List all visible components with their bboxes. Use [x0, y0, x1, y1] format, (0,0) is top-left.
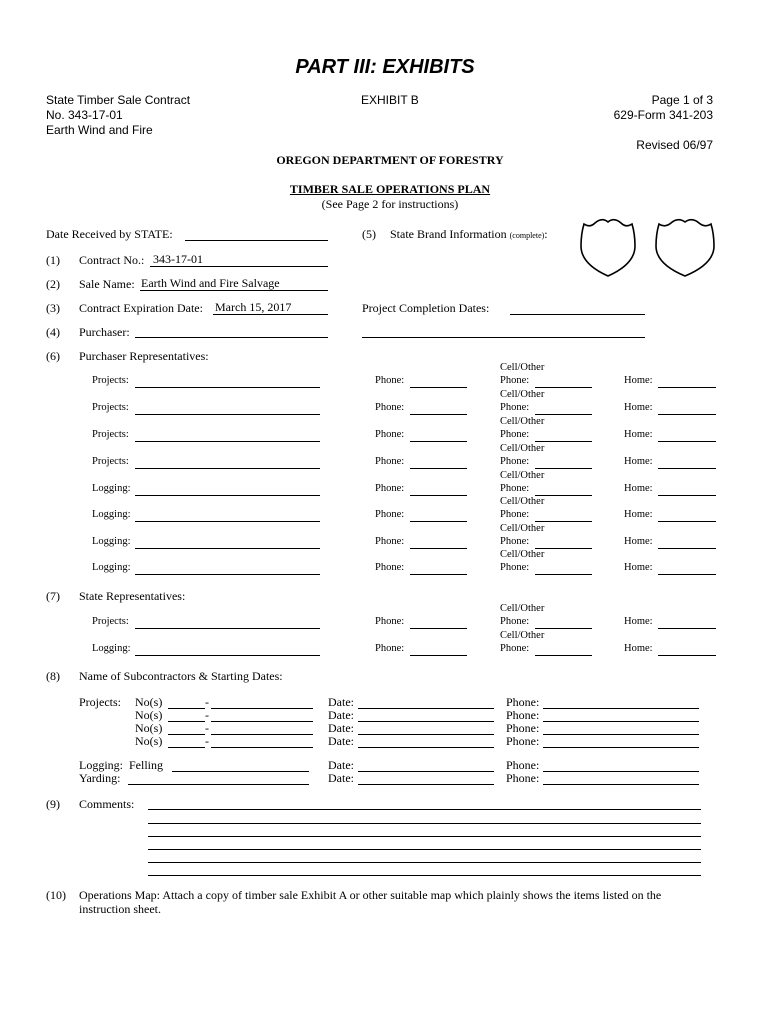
item-number: (3) [46, 301, 60, 315]
expiration-label: Contract Expiration Date: [79, 301, 203, 315]
ops-map-text-line2: instruction sheet. [79, 902, 161, 916]
state-rep-role-label: Projects: [92, 616, 129, 627]
comments-label: Comments: [79, 797, 135, 811]
phone-label: Phone: [506, 734, 540, 748]
purchaser-rep-name-field[interactable] [135, 387, 320, 388]
cell-other-label: Cell/Other [500, 362, 545, 373]
phone-label: Phone: [375, 562, 405, 573]
cell-phone-label: Phone: [500, 643, 530, 654]
purchaser-rep-role-label: Logging: [92, 483, 131, 494]
cell-other-label: Cell/Other [500, 603, 545, 614]
phone-label: Phone: [375, 643, 405, 654]
cell-phone-label: Phone: [500, 509, 530, 520]
contract-label: State Timber Sale Contract [46, 93, 191, 107]
item-number: (6) [46, 349, 60, 363]
nos-dash: - [205, 708, 209, 722]
cell-phone-label: Phone: [500, 483, 530, 494]
purchaser-rep-name-field[interactable] [135, 495, 320, 496]
phone-field[interactable] [543, 708, 699, 709]
comments-line[interactable] [148, 875, 701, 876]
department-name: OREGON DEPARTMENT OF FORESTRY [276, 153, 504, 167]
felling-field[interactable] [172, 771, 309, 772]
purchaser-rep-role-label: Projects: [92, 456, 129, 467]
cell-phone-label: Phone: [500, 456, 530, 467]
phone-label: Phone: [375, 402, 405, 413]
nos-dash: - [205, 695, 209, 709]
subcontractor-projects-label: Projects: [79, 695, 121, 709]
phone-label: Phone: [506, 708, 540, 722]
felling-phone-label: Phone: [506, 758, 540, 772]
phone-field[interactable] [543, 721, 699, 722]
yarding-date-label: Date: [328, 771, 354, 785]
purchaser-field[interactable] [135, 337, 328, 338]
phone-label: Phone: [375, 456, 405, 467]
home-label: Home: [624, 616, 653, 627]
sale-name-label: Sale Name: [79, 277, 135, 291]
phone-field[interactable] [410, 414, 467, 415]
home-label: Home: [624, 509, 653, 520]
contract-no-label: Contract No.: [79, 253, 145, 267]
cell-phone-label: Phone: [500, 562, 530, 573]
nos-label: No(s) [135, 708, 163, 722]
contract-no-value: 343-17-01 [153, 252, 203, 266]
purchaser-rep-name-field[interactable] [135, 548, 320, 549]
nos-label: No(s) [135, 734, 163, 748]
phone-field[interactable] [410, 628, 467, 629]
form-number: 629-Form 341-203 [613, 108, 713, 122]
home-phone-field[interactable] [658, 628, 716, 629]
phone-field[interactable] [410, 387, 467, 388]
purchaser-rep-role-label: Projects: [92, 375, 129, 386]
nos-number-field[interactable] [168, 721, 205, 722]
item-number: (9) [46, 797, 60, 811]
phone-label: Phone: [375, 483, 405, 494]
sale-name-value: Earth Wind and Fire Salvage [141, 276, 280, 290]
nos-number-field[interactable] [168, 734, 205, 735]
nos-dash: - [205, 734, 209, 748]
cell-phone-field[interactable] [535, 414, 592, 415]
cell-phone-field[interactable] [535, 521, 592, 522]
date-received-label: Date Received by STATE: [46, 227, 173, 241]
plan-title: TIMBER SALE OPERATIONS PLAN [289, 182, 491, 196]
nos-label: No(s) [135, 721, 163, 735]
phone-field[interactable] [410, 521, 467, 522]
purchaser-rep-name-field[interactable] [135, 574, 320, 575]
home-label: Home: [624, 562, 653, 573]
cell-phone-label: Phone: [500, 429, 530, 440]
date-received-field[interactable] [185, 240, 328, 241]
home-label: Home: [624, 643, 653, 654]
home-phone-field[interactable] [658, 655, 716, 656]
date-field[interactable] [358, 747, 494, 748]
date-field[interactable] [358, 734, 494, 735]
purchaser-rep-name-field[interactable] [135, 414, 320, 415]
state-reps-label: State Representatives: [79, 589, 186, 603]
contract-number: No. 343-17-01 [46, 108, 123, 122]
nos-label: No(s) [135, 695, 163, 709]
phone-label: Phone: [375, 616, 405, 627]
page-title: PART III: EXHIBITS [295, 56, 475, 78]
completion-label: Project Completion Dates: [362, 301, 490, 315]
sale-name-header: Earth Wind and Fire [46, 123, 153, 137]
cell-other-label: Cell/Other [500, 523, 545, 534]
cell-other-label: Cell/Other [500, 496, 545, 507]
cell-other-label: Cell/Other [500, 389, 545, 400]
phone-label: Phone: [375, 509, 405, 520]
date-field[interactable] [358, 708, 494, 709]
felling-phone-field[interactable] [543, 771, 699, 772]
subcontractor-name-field[interactable] [211, 734, 313, 735]
brand-shield-icon[interactable] [578, 214, 638, 280]
date-label: Date: [328, 695, 354, 709]
phone-label: Phone: [375, 536, 405, 547]
home-label: Home: [624, 536, 653, 547]
expiration-value: March 15, 2017 [215, 300, 292, 314]
nos-number-field[interactable] [168, 708, 205, 709]
cell-other-label: Cell/Other [500, 416, 545, 427]
home-label: Home: [624, 429, 653, 440]
page-number: Page 1 of 3 [651, 93, 713, 107]
comments-line[interactable] [148, 809, 701, 810]
item-number: (2) [46, 277, 60, 291]
home-label: Home: [624, 483, 653, 494]
brand-number: (5) [362, 227, 376, 241]
purchaser-rep-name-field[interactable] [135, 521, 320, 522]
phone-field[interactable] [410, 468, 467, 469]
comments-line[interactable] [148, 836, 701, 837]
phone-label: Phone: [375, 375, 405, 386]
purchaser-rep-name-field[interactable] [135, 468, 320, 469]
phone-label: Phone: [506, 695, 540, 709]
subcontractor-yarding-label: Yarding: [79, 771, 121, 785]
cell-phone-field[interactable] [535, 655, 592, 656]
home-phone-field[interactable] [658, 414, 716, 415]
home-label: Home: [624, 375, 653, 386]
cell-phone-field[interactable] [535, 387, 592, 388]
phone-field[interactable] [410, 655, 467, 656]
home-phone-field[interactable] [658, 468, 716, 469]
purchaser-rep-role-label: Projects: [92, 402, 129, 413]
item-number: (10) [46, 888, 66, 902]
felling-date-field[interactable] [358, 771, 494, 772]
cell-phone-field[interactable] [535, 468, 592, 469]
date-field[interactable] [358, 721, 494, 722]
comments-line[interactable] [148, 862, 701, 863]
subcontractor-name-field[interactable] [211, 747, 313, 748]
purchaser-rep-name-field[interactable] [135, 441, 320, 442]
exhibit-label: EXHIBIT B [361, 93, 419, 107]
cell-other-label: Cell/Other [500, 443, 545, 454]
subcontractors-label: Name of Subcontractors & Starting Dates: [79, 669, 283, 683]
cell-phone-label: Phone: [500, 375, 530, 386]
cell-phone-label: Phone: [500, 616, 530, 627]
home-phone-field[interactable] [658, 495, 716, 496]
cell-phone-field[interactable] [535, 628, 592, 629]
date-label: Date: [328, 721, 354, 735]
plan-subtitle: (See Page 2 for instructions) [321, 197, 459, 211]
phone-field[interactable] [543, 734, 699, 735]
date-label: Date: [328, 708, 354, 722]
item-number: (1) [46, 253, 60, 267]
state-rep-name-field[interactable] [135, 628, 320, 629]
purchaser-rep-role-label: Logging: [92, 562, 131, 573]
home-phone-field[interactable] [658, 441, 716, 442]
home-phone-field[interactable] [658, 548, 716, 549]
nos-dash: - [205, 721, 209, 735]
cell-other-label: Cell/Other [500, 470, 545, 481]
date-label: Date: [328, 734, 354, 748]
phone-field[interactable] [410, 441, 467, 442]
yarding-field[interactable] [128, 784, 309, 785]
felling-date-label: Date: [328, 758, 354, 772]
comments-line[interactable] [148, 823, 701, 824]
phone-field[interactable] [543, 747, 699, 748]
cell-other-label: Cell/Other [500, 630, 545, 641]
phone-field[interactable] [410, 574, 467, 575]
item-number: (7) [46, 589, 60, 603]
cell-phone-label: Phone: [500, 536, 530, 547]
home-phone-field[interactable] [658, 387, 716, 388]
purchaser-rep-role-label: Logging: [92, 509, 131, 520]
cell-phone-field[interactable] [535, 441, 592, 442]
subcontractor-name-field[interactable] [211, 708, 313, 709]
completion-field-1[interactable] [510, 314, 645, 315]
phone-label: Phone: [375, 429, 405, 440]
phone-field[interactable] [410, 548, 467, 549]
cell-other-label: Cell/Other [500, 549, 545, 560]
cell-phone-label: Phone: [500, 402, 530, 413]
nos-number-field[interactable] [168, 747, 205, 748]
home-phone-field[interactable] [658, 521, 716, 522]
brand-label: State Brand Information (complete): [390, 227, 548, 241]
home-phone-field[interactable] [658, 574, 716, 575]
purchaser-rep-role-label: Logging: [92, 536, 131, 547]
cell-phone-field[interactable] [535, 574, 592, 575]
revised-date: Revised 06/97 [636, 138, 713, 152]
ops-map-text-line1: Operations Map: Attach a copy of timber sale Exhibit A or other suitable map which plainly shows the items listed on the [79, 888, 662, 902]
phone-field[interactable] [410, 495, 467, 496]
purchaser-reps-label: Purchaser Representatives: [79, 349, 209, 363]
brand-shield-icon[interactable] [652, 214, 718, 280]
home-label: Home: [624, 402, 653, 413]
subcontractor-logging-label: Logging: Felling [79, 758, 164, 772]
comments-line[interactable] [148, 849, 701, 850]
item-number: (8) [46, 669, 60, 683]
home-label: Home: [624, 456, 653, 467]
phone-label: Phone: [506, 721, 540, 735]
item-number: (4) [46, 325, 60, 339]
yarding-phone-field[interactable] [543, 784, 699, 785]
yarding-phone-label: Phone: [506, 771, 540, 785]
completion-field-2[interactable] [362, 337, 645, 338]
purchaser-label: Purchaser: [79, 325, 130, 339]
purchaser-rep-role-label: Projects: [92, 429, 129, 440]
yarding-date-field[interactable] [358, 784, 494, 785]
state-rep-name-field[interactable] [135, 655, 320, 656]
subcontractor-name-field[interactable] [211, 721, 313, 722]
state-rep-role-label: Logging: [92, 643, 131, 654]
